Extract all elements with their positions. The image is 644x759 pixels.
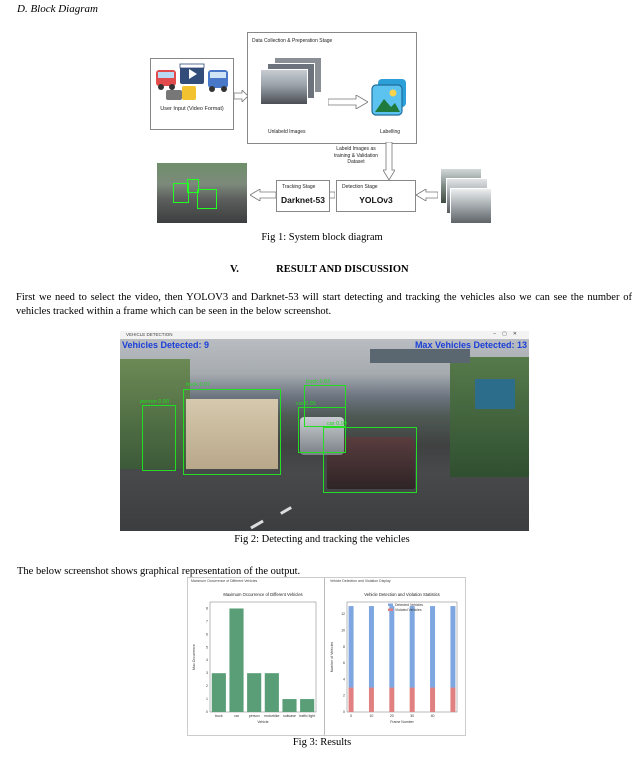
bar [265,673,279,712]
paragraph-2: The below screenshot shows graphical representation of the output. [17,566,301,577]
tracking-stage-box [276,180,330,212]
x-axis-label: Vehicle [257,720,269,724]
y-tick-label: 8 [343,644,345,649]
unlabeled-images-label: Unlabeld Images [268,129,306,135]
bar-segment [389,606,394,687]
y-tick-label: 0 [343,710,345,714]
chart-title: Vehicle Detection and Violation Statistics [364,592,440,597]
right-window-title: Vehicle Detection and Violation Display [330,579,391,583]
x-tick-label: 30 [410,714,415,718]
detection-label: car 0.95 [296,401,316,407]
detection-model: YOLOv3 [359,195,393,205]
detection-label: car 0.99 [327,421,347,427]
x-tick-label: traffic light [299,714,316,718]
user-input-label: User Input (Video Format) [160,106,224,112]
bar-segment [349,688,354,712]
vehicles-icon [152,62,232,102]
output-thumbnail [157,163,247,223]
plot-frame [347,602,457,712]
x-tick-label: suitcase [283,714,296,718]
window-controls[interactable]: –▢✕ [493,331,523,337]
legend-label: Detected Vehicles [395,603,424,607]
tracking-stage-label: Tracking Stage [282,184,316,190]
y-axis-label: Max Occurrence [192,644,196,670]
y-tick-label: 10 [341,628,345,633]
detection-box [142,405,176,471]
max-vehicles-detected-counter: Max Vehicles Detected: 13 [414,340,527,350]
y-tick-label: 0 [206,710,208,714]
y-tick-label: 7 [206,619,208,624]
detection-screenshot [120,331,529,531]
left-window-title: Maximum Occurrence of Different Vehicles [191,579,258,583]
bar [212,673,226,712]
x-tick-label: 0 [350,714,353,718]
detection-label: truck 0.83 [306,379,331,385]
x-tick-label: truck [215,714,223,718]
arrow-left-icon [250,189,276,201]
y-tick-label: 6 [343,661,345,666]
y-tick-label: 2 [206,684,208,689]
detection-stage-box [336,180,416,212]
x-tick-label: 20 [389,714,394,718]
bar-segment [450,606,455,687]
bar-segment [450,688,455,712]
bar-segment [369,606,374,687]
y-axis-label: Number of Vehicles [330,641,334,673]
legend-swatch [388,609,393,612]
paragraph-1: First we need to select the video, then YOLOV3 and Darknet-53 will start detecting and tracking the vehicles also we can see the number of vehicles tracked within a frame which can be seen in the below screenshot. [16,292,632,317]
unlabeled-images-stack [260,57,320,103]
detection-box [298,407,346,453]
x-tick-label: motorbike [264,714,280,718]
y-tick-label: 5 [206,645,208,650]
fig1-caption: Fig 1: System block diagram [261,232,383,243]
y-tick-label: 12 [341,612,345,617]
tracking-model: Darknet-53 [281,195,325,205]
legend-label: Violated Vehicles [395,608,422,612]
labelling-label: Labelling [380,129,401,135]
dataset-images-stack [440,168,490,222]
y-tick-label: 2 [343,693,345,698]
arrow-down-icon [383,142,395,180]
bar-segment [389,688,394,712]
arrow-right-icon [328,95,368,109]
window-title: VEHICLE DETECTION [126,332,173,337]
vehicles-detected-counter: Vehicles Detected: 9 [122,340,210,350]
fig3-caption: Fig 3: Results [292,737,352,748]
left-chart-window [188,578,325,735]
bar-segment [430,606,435,687]
data-collection-stage-box [247,32,417,144]
labeled-flow-label: Labeld Images as training & Validation Dataset [333,146,379,165]
chart-title: Maximum Occurrence of Different Vehicles [223,592,303,597]
x-axis-label: Frame Number [390,720,414,724]
bar [247,673,261,712]
x-tick-label: 40 [430,714,435,718]
section-v-title: RESULT AND DISCUSSION [276,264,409,275]
right-chart-window [327,578,465,735]
y-tick-label: 3 [206,671,208,676]
bar [300,699,314,712]
x-tick-label: person [248,714,260,718]
section-v-heading [230,264,409,275]
results-screenshot [187,577,466,736]
legend-swatch [388,604,393,607]
section-v-number: V. [230,264,239,275]
section-heading: D. Block Diagram [17,3,98,15]
x-tick-label: 10 [369,714,374,718]
arrow-left-icon [416,189,438,201]
detection-label: person 0.90 [140,399,170,405]
y-tick-label: 1 [206,697,208,702]
bar-segment [410,606,415,687]
data-stage-title: Data Collection & Preperation Stage [252,38,333,44]
bar-segment [369,688,374,712]
occurrence-bar-chart [188,586,324,734]
detection-box [183,389,281,475]
bar-segment [410,688,415,712]
y-tick-label: 4 [343,677,345,682]
user-input-box [150,58,234,130]
bar [229,608,243,712]
bar-segment [430,688,435,712]
x-tick-label: car [234,714,239,718]
labelling-image-icon [370,77,410,117]
fig2-caption: Fig 2: Detecting and tracking the vehicles [234,534,410,545]
arrow-right-icon [234,90,248,102]
bar-segment [349,606,354,687]
violation-stacked-bar-chart [327,586,465,734]
detection-label: truck 0.97 [186,382,211,388]
y-tick-label: 8 [206,606,208,611]
y-tick-label: 6 [206,632,208,637]
bar [282,699,296,712]
detection-stage-label: Detection Stage [342,184,378,190]
y-tick-label: 4 [206,658,208,663]
